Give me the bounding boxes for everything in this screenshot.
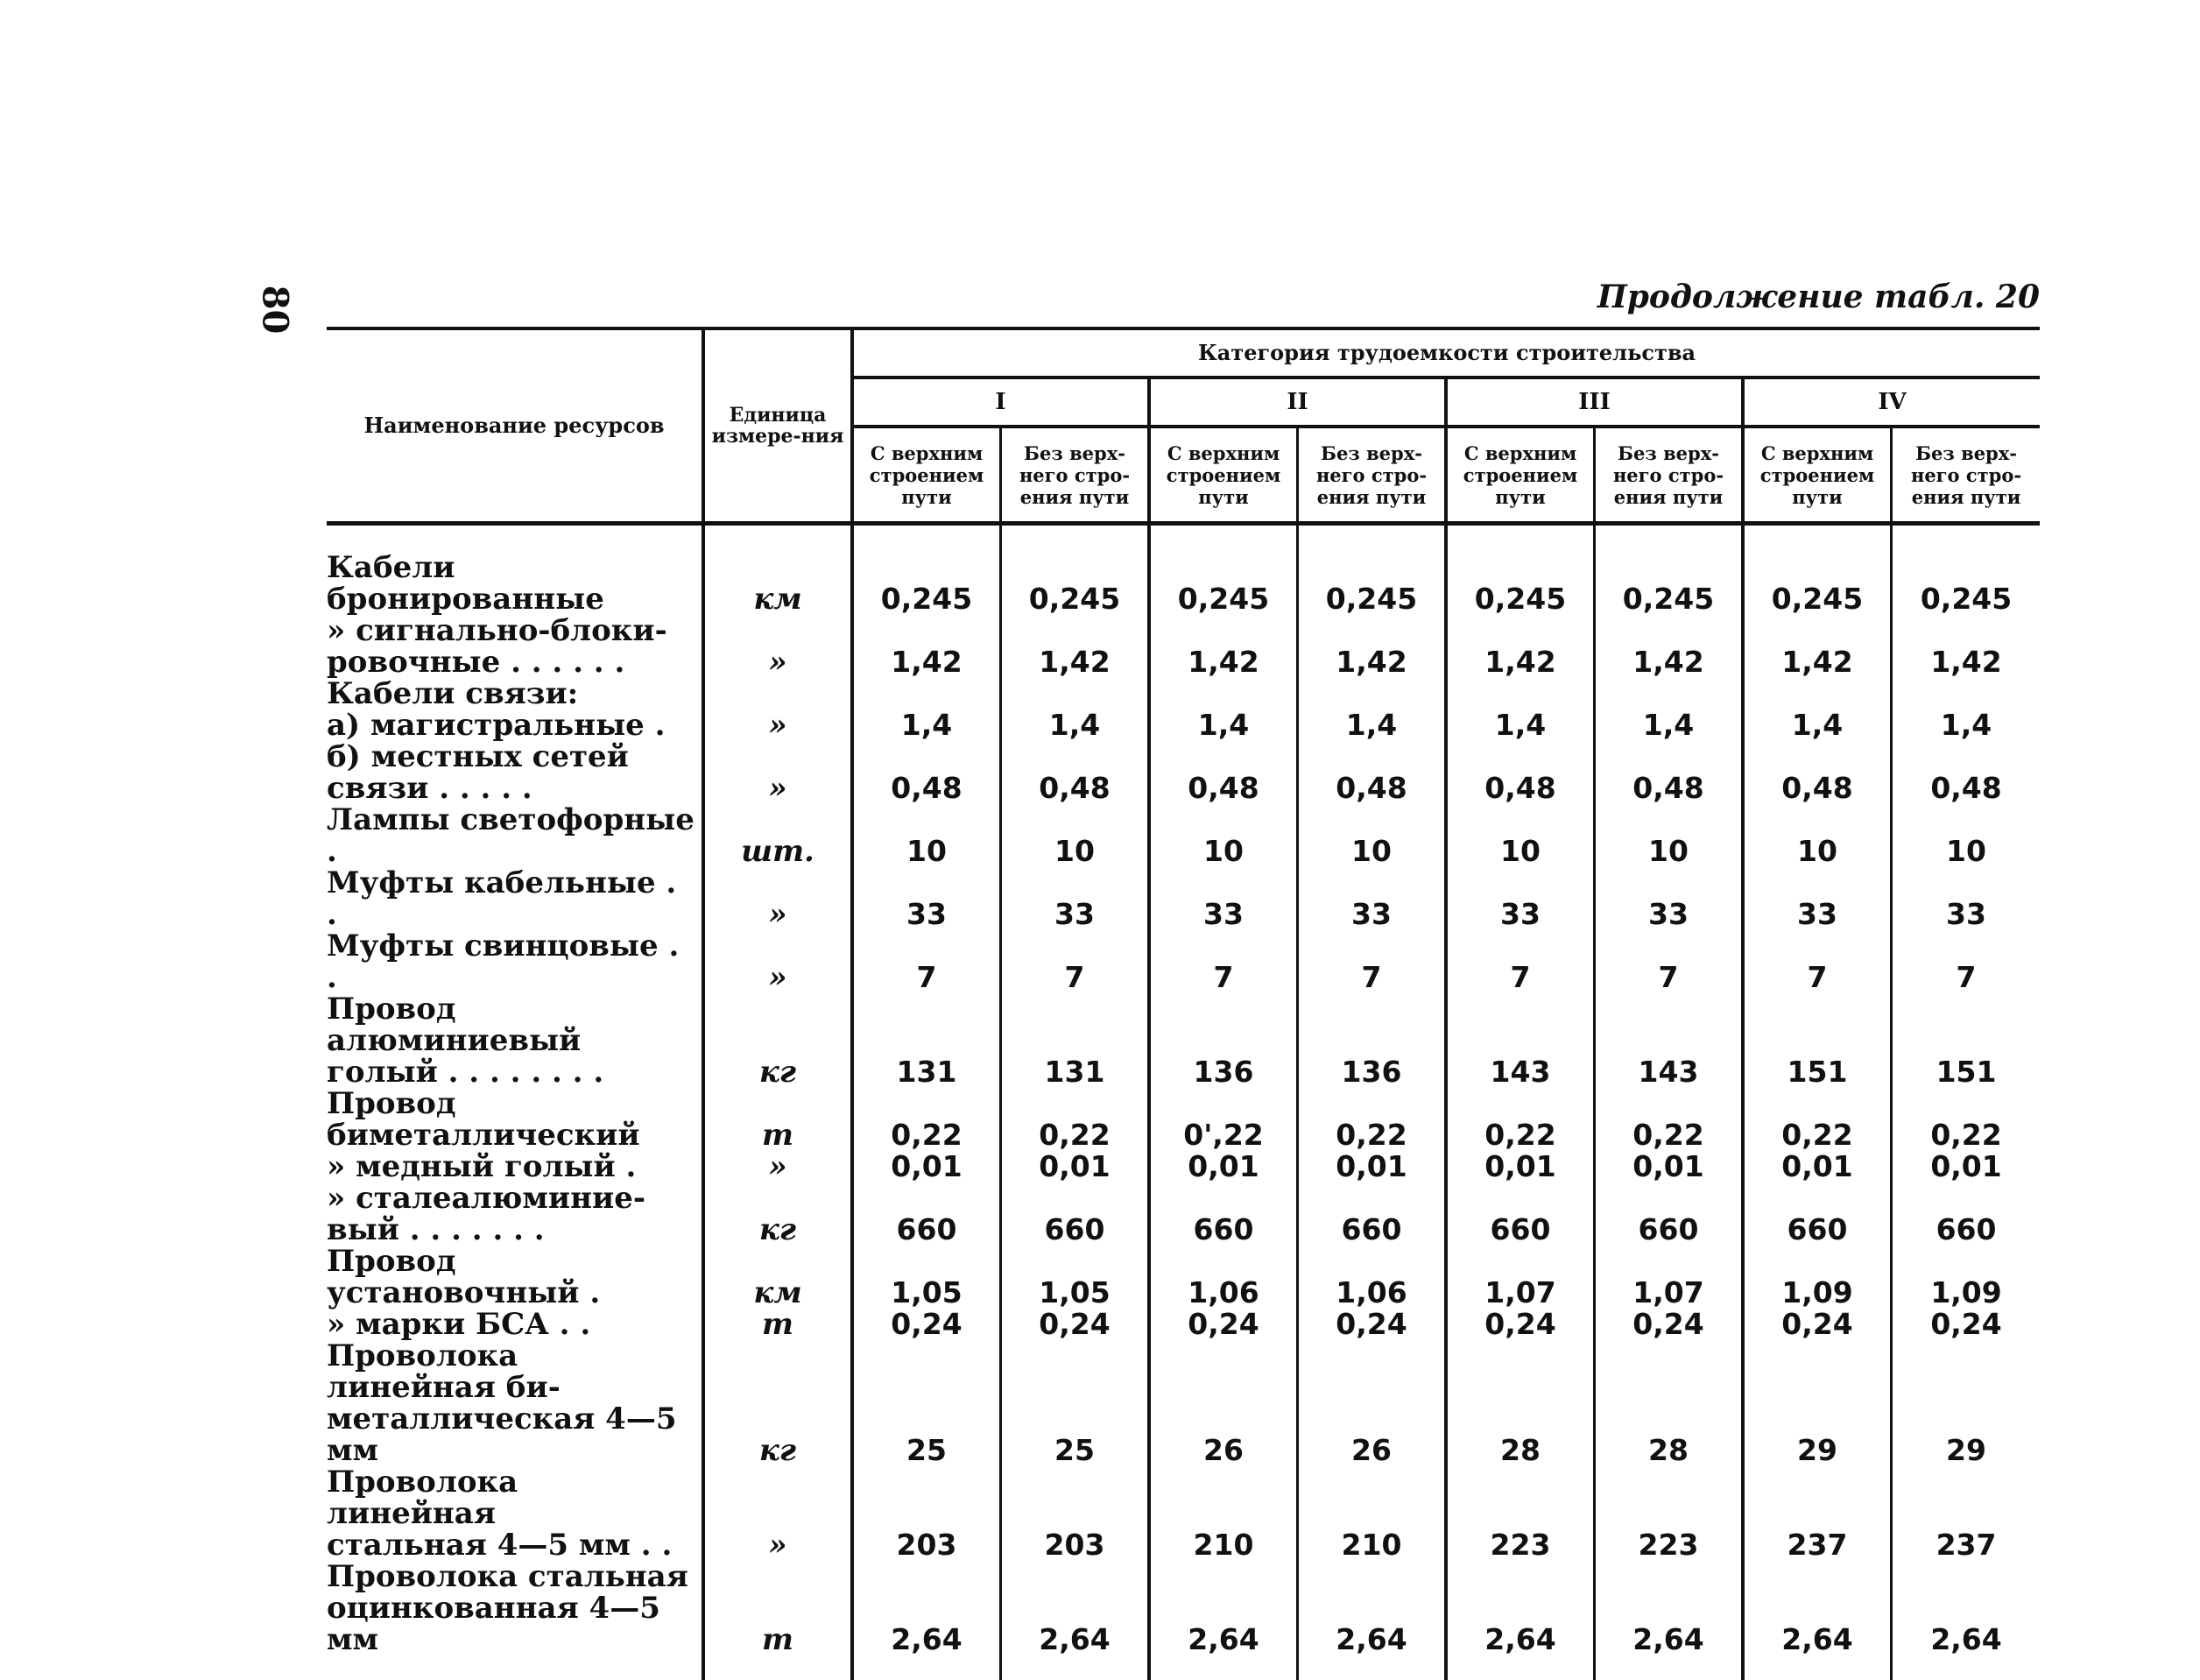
resource-name: » сигнально-блоки- ровочные . . . . . .: [327, 615, 703, 678]
resource-value: 143: [1595, 993, 1744, 1088]
resource-value: 0,245: [1298, 524, 1447, 616]
resource-name: Проволока стальная оцинкованная 4—5 мм: [327, 1561, 703, 1680]
resource-name: Проволока линейная би- металлическая 4—5 мм: [327, 1340, 703, 1466]
resource-value: 1,06: [1149, 1246, 1298, 1309]
resource-value: 0,48: [1595, 741, 1744, 804]
table-row: [327, 524, 2040, 616]
table-row: [327, 1182, 2040, 1246]
resource-value: 0,22: [1595, 1088, 1744, 1151]
resource-value: 0,48: [1001, 741, 1150, 804]
resource-value: 1,4: [1595, 678, 1744, 741]
resource-value: 28: [1446, 1340, 1595, 1466]
resource-unit: »: [703, 1466, 852, 1561]
header-unit: Единица измере-ния: [703, 328, 852, 524]
resource-value: 0,48: [1446, 741, 1595, 804]
resource-value: 1,05: [1001, 1246, 1150, 1309]
resource-value: 10: [1595, 804, 1744, 867]
resources-table: [327, 327, 2040, 1680]
resource-value: 10: [1149, 804, 1298, 867]
resource-value: 223: [1595, 1466, 1744, 1561]
resource-value: 1,4: [1446, 678, 1595, 741]
resource-name: » сталеалюминие- вый . . . . . . .: [327, 1182, 703, 1246]
resource-value: 143: [1446, 993, 1595, 1088]
table-row: [327, 867, 2040, 930]
resource-value: 33: [1149, 867, 1298, 930]
resource-value: 0,24: [852, 1309, 1001, 1340]
resource-value: 0,22: [852, 1088, 1001, 1151]
header-group-3: III: [1446, 378, 1743, 427]
resource-value: 1,09: [1930, 1275, 2002, 1309]
resource-value: 1,42: [1298, 615, 1447, 678]
resource-value: 151: [1743, 993, 1892, 1088]
resource-name: Кабели бронированные: [327, 524, 703, 616]
resource-value: 26: [1298, 1340, 1447, 1466]
resource-value: 151: [1936, 1055, 1997, 1089]
resource-value: 210: [1149, 1466, 1298, 1561]
resource-value: 2,64: [1930, 1622, 2002, 1656]
resource-value: 131: [1001, 993, 1150, 1088]
resource-value: 1,4: [1940, 708, 1992, 742]
resource-name: Муфты кабельные . .: [327, 867, 703, 930]
resource-value: 33: [1595, 867, 1744, 930]
header-without-track: Без верх-него стро-ения пути: [1595, 427, 1744, 524]
resource-unit: т: [703, 1309, 852, 1340]
resource-value: 26: [1149, 1340, 1298, 1466]
resource-value: 0,48: [852, 741, 1001, 804]
resource-value: 0,24: [1930, 1307, 2002, 1341]
resource-value: 0,01: [1446, 1151, 1595, 1182]
table-row: [327, 1561, 2040, 1680]
resource-value: 0,245: [1446, 524, 1595, 616]
resource-name: Провод алюминиевый голый . . . . . . . .: [327, 993, 703, 1088]
resource-name: б) местных сетей связи . . . . .: [327, 741, 703, 804]
resource-value: 0,48: [1930, 771, 2002, 805]
resource-value: 7: [1743, 930, 1892, 993]
resource-value: 7: [1298, 930, 1447, 993]
resource-value: 1,42: [1930, 645, 2002, 679]
resource-value: 7: [852, 930, 1001, 993]
resource-value: 0,01: [1149, 1151, 1298, 1182]
resource-unit: »: [703, 615, 852, 678]
resource-value: 1,42: [852, 615, 1001, 678]
resource-value: 1,4: [1001, 678, 1150, 741]
resource-unit: шт.: [703, 804, 852, 867]
resource-value: 136: [1149, 993, 1298, 1088]
resource-unit: »: [703, 930, 852, 993]
resource-value: 660: [1595, 1182, 1744, 1246]
resource-unit: »: [703, 867, 852, 930]
resource-unit: »: [703, 741, 852, 804]
resource-value: 237: [1743, 1466, 1892, 1561]
resource-value: 10: [1743, 804, 1892, 867]
resource-value: 0,22: [1743, 1088, 1892, 1151]
header-without-track: Без верх-него стро-ения пути: [1001, 427, 1150, 524]
resource-value: 1,4: [852, 678, 1001, 741]
resource-value: 131: [852, 993, 1001, 1088]
resource-value: 7: [1956, 960, 1977, 994]
resource-unit: кг: [703, 1340, 852, 1466]
resource-value: 2,64: [1298, 1561, 1447, 1680]
resource-value: 29: [1743, 1340, 1892, 1466]
table-row: [327, 1088, 2040, 1151]
resource-value: 10: [1946, 834, 1986, 868]
resource-unit: »: [703, 678, 852, 741]
resource-value: 0,01: [1743, 1151, 1892, 1182]
resource-value: 33: [1446, 867, 1595, 930]
resource-value: 0,22: [1930, 1118, 2002, 1152]
resource-value: 2,64: [1149, 1561, 1298, 1680]
resource-value: 33: [1946, 897, 1986, 931]
header-with-track: С верхним строением пути: [1149, 427, 1298, 524]
resource-value: 1,42: [1001, 615, 1150, 678]
resource-value: 0,245: [1149, 524, 1298, 616]
header-group-2: II: [1149, 378, 1446, 427]
resource-value: 0,24: [1001, 1309, 1150, 1340]
resource-value: 2,64: [1595, 1561, 1744, 1680]
table-row: [327, 741, 2040, 804]
resource-value: 2,64: [1001, 1561, 1150, 1680]
resource-value: 0,01: [1001, 1151, 1150, 1182]
resource-value: 0,245: [1001, 524, 1150, 616]
resource-value: 660: [1149, 1182, 1298, 1246]
resource-unit: км: [703, 1246, 852, 1309]
resource-value: 1,42: [1149, 615, 1298, 678]
resource-unit: т: [703, 1561, 852, 1680]
resource-value: 33: [1743, 867, 1892, 930]
resource-name: » медный голый .: [327, 1151, 703, 1182]
resource-value: 1,4: [1149, 678, 1298, 741]
resource-value: 136: [1298, 993, 1447, 1088]
resource-value: 0,245: [1920, 582, 2013, 616]
resource-value: 1,07: [1595, 1246, 1744, 1309]
resource-value: 0,24: [1298, 1309, 1447, 1340]
resource-value: 33: [1001, 867, 1150, 930]
resource-value: 7: [1595, 930, 1744, 993]
resource-value: 660: [1446, 1182, 1595, 1246]
resource-value: 29: [1946, 1433, 1986, 1467]
resource-value: 0,24: [1149, 1309, 1298, 1340]
resource-name: Лампы светофорные .: [327, 804, 703, 867]
resource-value: 210: [1298, 1466, 1447, 1561]
resource-value: 0,245: [1743, 524, 1892, 616]
resource-value: 2,64: [852, 1561, 1001, 1680]
table-row: [327, 615, 2040, 678]
resource-value: 1,4: [1743, 678, 1892, 741]
resource-name: Проволока линейная стальная 4—5 мм . .: [327, 1466, 703, 1561]
resource-name: Кабели связи: а) магистральные .: [327, 678, 703, 741]
table-row: [327, 1466, 2040, 1561]
resource-value: 203: [852, 1466, 1001, 1561]
resource-value: 7: [1446, 930, 1595, 993]
table-row: [327, 1340, 2040, 1466]
table-row: [327, 993, 2040, 1088]
resource-value: 0,01: [852, 1151, 1001, 1182]
resource-value: 660: [1001, 1182, 1150, 1246]
resource-value: 10: [1446, 804, 1595, 867]
resource-value: 10: [852, 804, 1001, 867]
resource-value: 33: [852, 867, 1001, 930]
resource-value: 0,22: [1298, 1088, 1447, 1151]
resource-value: 25: [852, 1340, 1001, 1466]
resource-value: 0,245: [1595, 524, 1744, 616]
resource-value: 660: [1298, 1182, 1447, 1246]
resource-value: 0,48: [1298, 741, 1447, 804]
resource-name: Провод установочный .: [327, 1246, 703, 1309]
table-row: [327, 678, 2040, 741]
header-with-track: С верхним строением пути: [1743, 427, 1892, 524]
resource-value: 0,245: [852, 524, 1001, 616]
resource-value: 1,42: [1446, 615, 1595, 678]
resource-value: 0,24: [1595, 1309, 1744, 1340]
resource-name: Провод биметаллический: [327, 1088, 703, 1151]
resource-value: 28: [1595, 1340, 1744, 1466]
resource-value: 33: [1298, 867, 1447, 930]
resource-value: 0',22: [1149, 1088, 1298, 1151]
header-category: Категория трудоемкости строительства: [852, 328, 2040, 378]
resource-value: 10: [1001, 804, 1150, 867]
header-without-track: Без верх-него стро-ения пути: [1892, 427, 2041, 524]
resource-value: 1,09: [1743, 1246, 1892, 1309]
header-with-track: С верхним строением пути: [852, 427, 1001, 524]
resource-value: 25: [1001, 1340, 1150, 1466]
resource-unit: км: [703, 524, 852, 616]
resource-name: Муфты свинцовые . .: [327, 930, 703, 993]
resource-unit: т: [703, 1088, 852, 1151]
resource-unit: кг: [703, 1182, 852, 1246]
resource-value: 7: [1149, 930, 1298, 993]
resource-value: 7: [1001, 930, 1150, 993]
resource-value: 0,48: [1149, 741, 1298, 804]
resource-value: 0,01: [1930, 1149, 2002, 1183]
resource-value: 203: [1001, 1466, 1150, 1561]
resource-value: 10: [1298, 804, 1447, 867]
table-row: [327, 804, 2040, 867]
resource-value: 1,07: [1446, 1246, 1595, 1309]
header-group-4: IV: [1743, 378, 2040, 427]
table-row: [327, 1246, 2040, 1309]
header-without-track: Без верх-него стро-ения пути: [1298, 427, 1447, 524]
resource-value: 660: [852, 1182, 1001, 1246]
resource-value: 1,05: [852, 1246, 1001, 1309]
resource-name: » марки БСА . .: [327, 1309, 703, 1340]
resource-value: 2,64: [1446, 1561, 1595, 1680]
resource-value: 237: [1936, 1528, 1997, 1562]
header-group-1: I: [852, 378, 1149, 427]
header-with-track: С верхним строением пути: [1446, 427, 1595, 524]
resource-value: 1,42: [1743, 615, 1892, 678]
table-row: [327, 1309, 2040, 1340]
resource-unit: кг: [703, 993, 852, 1088]
resource-unit: »: [703, 1151, 852, 1182]
resource-value: 0,22: [1446, 1088, 1595, 1151]
resource-value: 223: [1446, 1466, 1595, 1561]
resource-value: 0,48: [1743, 741, 1892, 804]
resource-value: 1,4: [1298, 678, 1447, 741]
resource-value: 1,06: [1298, 1246, 1447, 1309]
resource-value: 0,24: [1446, 1309, 1595, 1340]
resource-value: 1,42: [1595, 615, 1744, 678]
resource-value: 0,01: [1298, 1151, 1447, 1182]
resource-value: 660: [1936, 1212, 1997, 1246]
page-number: 80: [254, 285, 296, 335]
header-resource-name: Наименование ресурсов: [327, 328, 703, 524]
resource-value: 0,24: [1743, 1309, 1892, 1340]
resource-value: 0,01: [1595, 1151, 1744, 1182]
resource-value: 660: [1743, 1182, 1892, 1246]
resource-value: 2,64: [1743, 1561, 1892, 1680]
resource-value: 0,22: [1001, 1088, 1150, 1151]
table-row: [327, 930, 2040, 993]
table-continuation-caption: Продолжение табл. 20: [1597, 279, 2040, 315]
table-row: [327, 1151, 2040, 1182]
